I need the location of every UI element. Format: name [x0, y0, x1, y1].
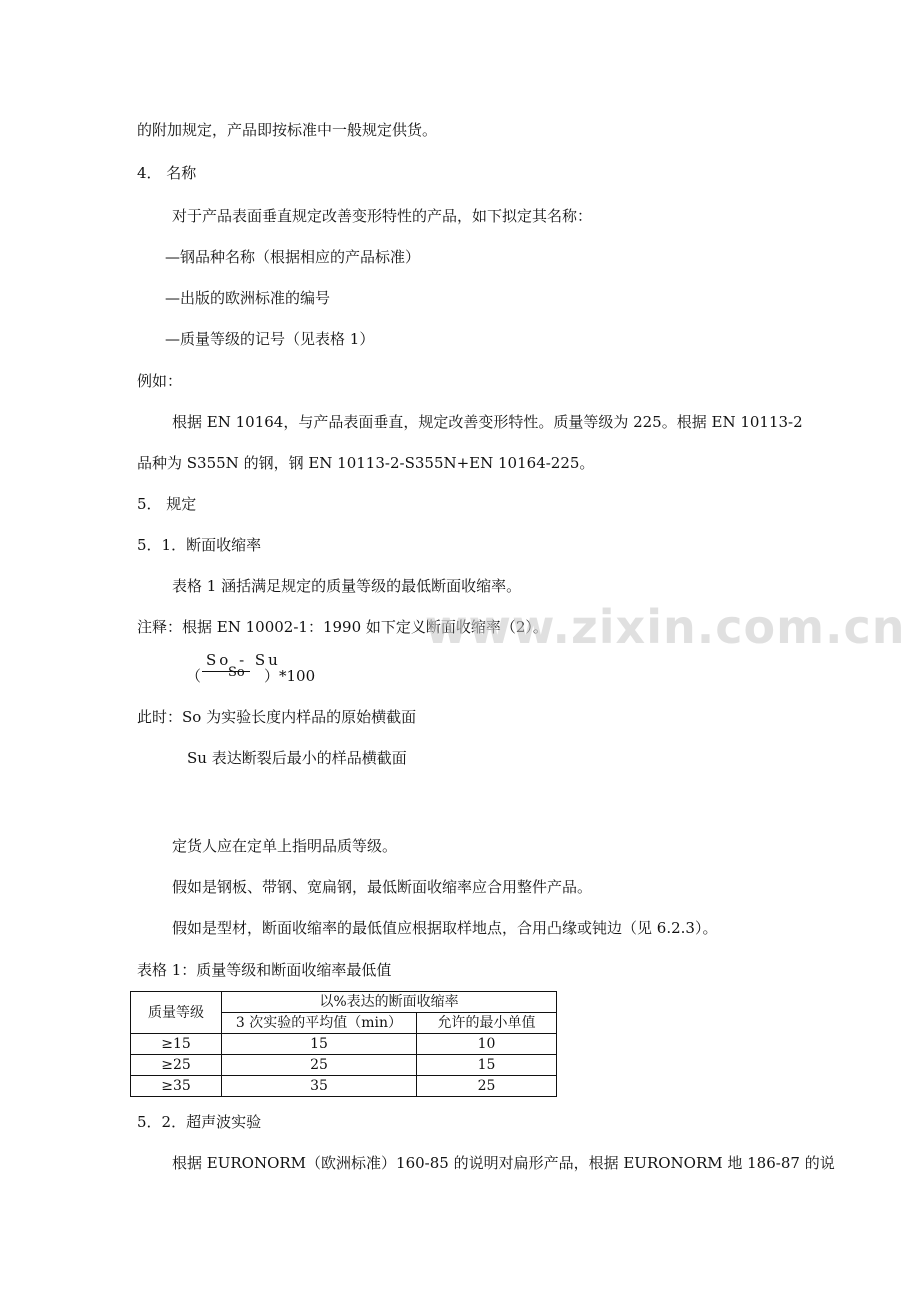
list-item: —出版的欧洲标准的编号 — [165, 289, 331, 307]
table-row — [131, 1076, 557, 1097]
list-item: —钢品种名称（根据相应的产品标准） — [165, 248, 421, 266]
cell-grade: ≥15 — [131, 1034, 222, 1055]
cell-grade: ≥35 — [131, 1076, 222, 1097]
reduction-formula — [186, 651, 346, 687]
subsection-heading: 5．1．断面收缩率 — [137, 536, 262, 554]
paragraph-line: 此时：So 为实验长度内样品的原始横截面 — [137, 708, 417, 726]
cell-minimum: 15 — [417, 1055, 557, 1076]
header-grade: 质量等级 — [131, 992, 222, 1034]
header-reduction-group: 以%表达的断面收缩率 — [222, 992, 557, 1013]
paragraph-line: Su 表达断裂后最小的样品横截面 — [187, 749, 407, 767]
cell-average: 35 — [222, 1076, 417, 1097]
paragraph-line: 例如： — [137, 372, 183, 390]
paragraph-line: 假如是钢板、带钢、宽扁钢，最低断面收缩率应合用整件产品。 — [172, 878, 593, 896]
paragraph-line: 的附加规定，产品即按标准中一般规定供货。 — [137, 121, 438, 139]
paragraph-line: 表格 1 涵括满足规定的质量等级的最低断面收缩率。 — [172, 577, 522, 595]
table-row — [131, 1034, 557, 1055]
cell-average: 25 — [222, 1055, 417, 1076]
section-heading: 5． 规定 — [137, 495, 197, 513]
header-minimum: 允许的最小单值 — [417, 1013, 557, 1034]
cell-minimum: 25 — [417, 1076, 557, 1097]
table-header-row — [131, 992, 557, 1013]
formula-numerator: So - Su — [206, 651, 281, 669]
note-line: 注释：根据 EN 10002-1：1990 如下定义断面收缩率（2）。 — [137, 618, 548, 636]
header-average: 3 次实验的平均值（min） — [222, 1013, 417, 1034]
cell-average: 15 — [222, 1034, 417, 1055]
formula-right-paren: ）*100 — [264, 667, 316, 685]
formula-left-paren: （ — [186, 667, 202, 685]
paragraph-line: 根据 EN 10164，与产品表面垂直，规定改善变形特性。质量等级为 225。根据 EN 10113-2 — [172, 413, 803, 431]
paragraph-line: 假如是型材，断面收缩率的最低值应根据取样地点，合用凸缘或钝边（见 6.2.3）。 — [172, 919, 718, 937]
paragraph-line: 品种为 S355N 的钢，钢 EN 10113-2-S355N+EN 10164-225。 — [137, 454, 595, 472]
table-row — [131, 1055, 557, 1076]
section-heading: 4． 名称 — [137, 164, 197, 182]
subsection-heading: 5．2．超声波实验 — [137, 1113, 262, 1131]
paragraph-line: 根据 EURONORM（欧洲标准）160-85 的说明对扁形产品，根据 EURONORM 地 186-87 的说 — [172, 1154, 835, 1172]
cell-minimum: 10 — [417, 1034, 557, 1055]
paragraph-line: 对于产品表面垂直规定改善变形特性的产品，如下拟定其名称： — [172, 207, 593, 225]
formula-denominator: So — [228, 665, 245, 680]
watermark: www.zixin.com.cn — [425, 600, 906, 654]
cell-grade: ≥25 — [131, 1055, 222, 1076]
quality-grade-table — [130, 991, 557, 1097]
table-caption: 表格 1：质量等级和断面收缩率最低值 — [137, 961, 392, 979]
list-item: —质量等级的记号（见表格 1） — [165, 330, 375, 348]
paragraph-line: 定货人应在定单上指明品质等级。 — [172, 837, 398, 855]
